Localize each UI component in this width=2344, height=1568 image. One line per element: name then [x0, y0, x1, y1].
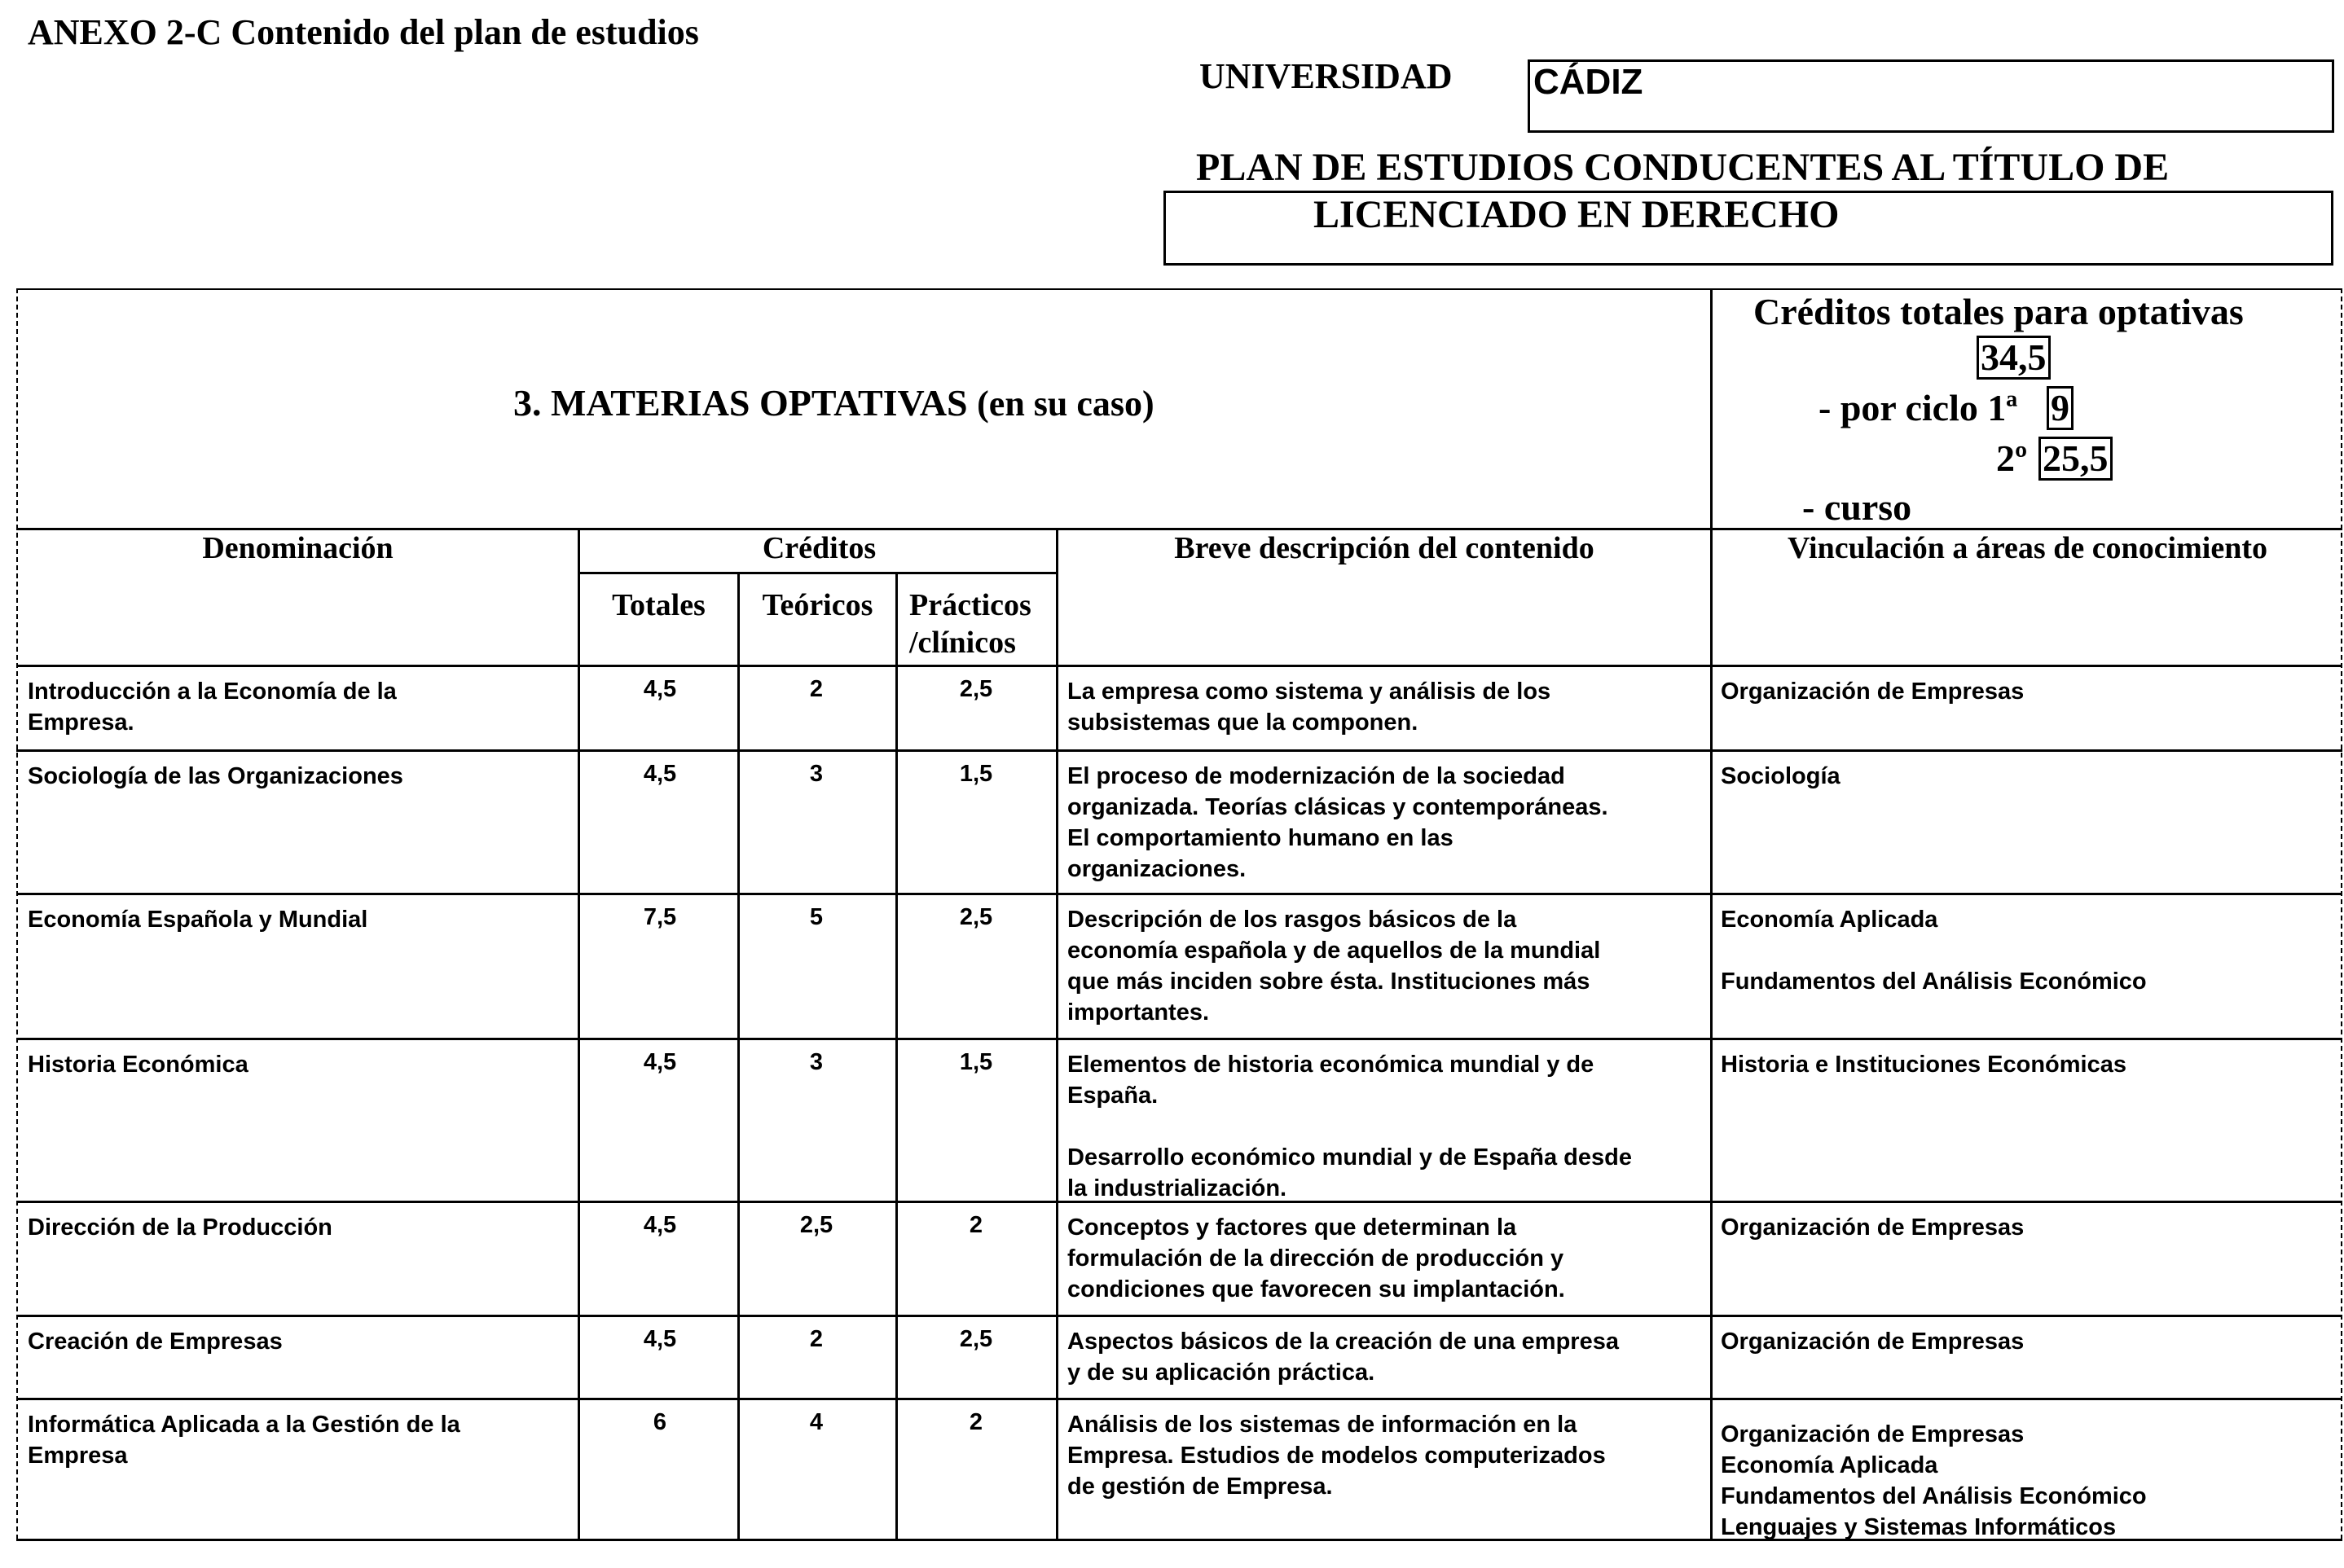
credits-totales: 6	[653, 1409, 667, 1435]
header-vinculacion: Vinculación a áreas de conocimiento	[1788, 531, 2267, 565]
col-divider-descripcion	[1056, 528, 1058, 1539]
ciclo1-value-box: 9	[2047, 386, 2074, 430]
knowledge-areas: Historia e Instituciones Económicas	[1721, 1052, 2126, 1078]
row-divider	[16, 749, 2342, 752]
knowledge-areas: Organización de Empresas	[1721, 1214, 2025, 1241]
section-title	[513, 381, 1154, 424]
credits-practicos: 1,5	[959, 1049, 993, 1075]
col-divider-vinculacion	[1710, 288, 1713, 1539]
knowledge-areas: Organización de Empresas Economía Aplicada Fundamentos del Análisis Económico Lenguajes y Sistemas Informáticos	[1721, 1421, 2147, 1540]
row-divider	[16, 893, 2342, 895]
header-denominacion: Denominación	[202, 531, 394, 565]
row-divider	[16, 1315, 2342, 1317]
header-totales: Totales	[612, 588, 706, 622]
credits-totales: 7,5	[643, 904, 677, 930]
universidad-box	[1528, 59, 2334, 133]
universidad-label: UNIVERSIDAD	[1199, 56, 1453, 96]
header-teoricos: Teóricos	[762, 588, 873, 622]
section-title-suffix: (en su caso)	[977, 384, 1154, 424]
knowledge-areas: Organización de Empresas	[1721, 1329, 2025, 1355]
header-descripcion: Breve descripción del contenido	[1174, 531, 1594, 565]
subject-name: Sociología de las Organizaciones	[28, 763, 403, 789]
content-description: Aspectos básicos de la creación de una empresa y de su aplicación práctica.	[1067, 1329, 1619, 1386]
credits-totales: 4,5	[643, 676, 677, 702]
header-creditos: Créditos	[762, 531, 877, 565]
ciclo2-value-box: 25,5	[2038, 437, 2113, 481]
col-divider-teoricos	[737, 572, 740, 1539]
row-divider	[16, 1398, 2342, 1400]
credits-teoricos: 5	[809, 904, 824, 930]
optativas-title: Créditos totales para optativas	[1753, 291, 2244, 332]
ciclo2-label: 2º	[1996, 437, 2028, 479]
ciclo-label: - por ciclo 1ª	[1818, 387, 2018, 428]
subject-name: Economía Española y Mundial	[28, 907, 368, 933]
content-description: Descripción de los rasgos básicos de la economía española y de aquellos de la mundial que más inciden sobre ésta. Instituciones más importantes.	[1067, 907, 1601, 1026]
credits-totales: 4,5	[643, 1049, 677, 1075]
subject-name: Informática Aplicada a la Gestión de la Empresa	[28, 1412, 460, 1469]
content-description: El proceso de modernización de la sociedad organizada. Teorías clásicas y contemporáneas. El comportamiento humano en las organizaciones.	[1067, 763, 1608, 882]
knowledge-areas: Economía Aplicada Fundamentos del Análisis Económico	[1721, 907, 2147, 995]
knowledge-areas: Sociología	[1721, 763, 1840, 789]
credits-practicos: 2	[969, 1409, 983, 1435]
content-description: Elementos de historia económica mundial y de España. Desarrollo económico mundial y de España desde la industrialización.	[1067, 1052, 1632, 1201]
credits-totales: 4,5	[643, 761, 677, 787]
subject-name: Introducción a la Economía de la Empresa.	[28, 679, 397, 736]
credits-practicos: 2	[969, 1212, 983, 1238]
universidad-value: CÁDIZ	[1533, 62, 1643, 102]
content-description: Conceptos y factores que determinan la formulación de la dirección de producción y condiciones que favorecen su implantación.	[1067, 1214, 1565, 1302]
credits-totales: 4,5	[643, 1326, 677, 1352]
credits-teoricos: 3	[809, 761, 824, 787]
credits-practicos: 2,5	[959, 904, 993, 930]
curso-label: - curso	[1802, 486, 1912, 528]
credits-teoricos: 3	[809, 1049, 824, 1075]
titulo-value: LICENCIADO EN DERECHO	[1313, 193, 1840, 236]
credits-practicos: 2,5	[959, 676, 993, 702]
creditos-subheader-rule	[579, 572, 1058, 574]
header-bottom-rule	[16, 665, 2342, 667]
content-description: La empresa como sistema y análisis de los subsistemas que la componen.	[1067, 679, 1551, 736]
col-divider-practicos	[895, 572, 898, 1539]
credits-teoricos: 4	[809, 1409, 824, 1435]
subject-name: Dirección de la Producción	[28, 1214, 332, 1241]
plan-heading: PLAN DE ESTUDIOS CONDUCENTES AL TÍTULO DE	[1196, 146, 2170, 189]
credits-practicos: 2,5	[959, 1326, 993, 1352]
credits-teoricos: 2,5	[799, 1212, 833, 1238]
subject-name: Creación de Empresas	[28, 1329, 283, 1355]
credits-teoricos: 2	[809, 676, 824, 702]
credits-practicos: 1,5	[959, 761, 993, 787]
credits-teoricos: 2	[809, 1326, 824, 1352]
knowledge-areas: Organización de Empresas	[1721, 679, 2025, 705]
document-heading: ANEXO 2-C Contenido del plan de estudios	[28, 12, 699, 52]
credits-totales: 4,5	[643, 1212, 677, 1238]
header-practicos: Prácticos /clínicos	[909, 588, 1031, 660]
content-description: Análisis de los sistemas de información en la Empresa. Estudios de modelos computerizados de gestión de Empresa.	[1067, 1412, 1606, 1500]
col-divider-creditos	[578, 528, 580, 1539]
section-title-main: 3. MATERIAS OPTATIVAS	[513, 382, 968, 424]
optativas-total-box: 34,5	[1977, 336, 2051, 380]
row-divider	[16, 1038, 2342, 1040]
subject-name: Historia Económica	[28, 1052, 248, 1078]
